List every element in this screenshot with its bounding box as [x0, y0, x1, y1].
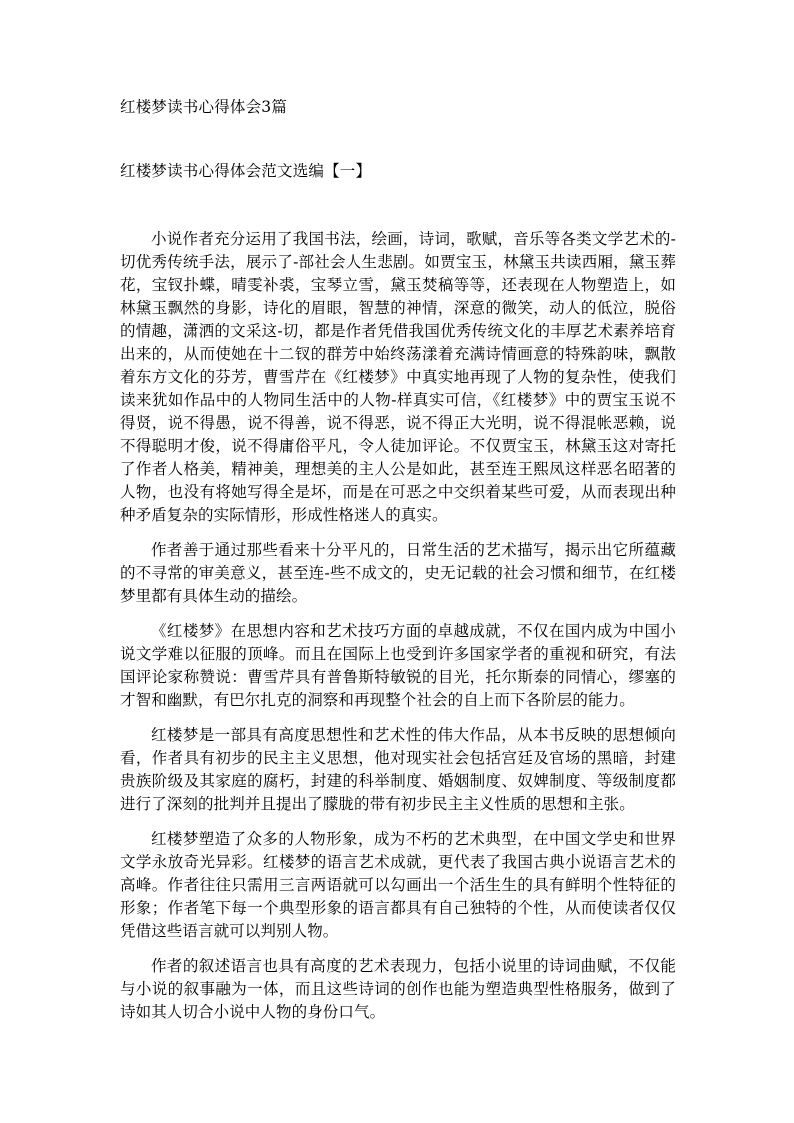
document-title: 红楼梦读书心得体会3篇	[120, 98, 288, 116]
section-title: 红楼梦读书心得体会范文选编【一】	[120, 162, 372, 180]
document-body	[120, 228, 676, 1036]
paragraph: 作者的叙述语言也具有高度的艺术表现力，包括小说里的诗词曲赋，不仅能与小说的叙事融为一体，而且这些诗词的创作也能为塑造典型性格服务，做到了诗如其人切合小说中人物的身份口气。	[120, 957, 676, 1021]
paragraph: 作者善于通过那些看来十分平凡的，日常生活的艺术描写，揭示出它所蕴藏的不寻常的审美意义，甚至连-些不成文的，史无记载的社会习惯和细节，在红楼梦里都有具体生动的描绘。	[120, 541, 676, 605]
paragraph: 《红楼梦》在思想内容和艺术技巧方面的卓越成就，不仅在国内成为中国小说文学难以征服的顶峰。而且在国际上也受到许多国家学者的重视和研究，有法国评论家称赞说：曹雪芹具有普鲁斯特敏锐的目光，托尔斯泰的同情心，缪塞的才智和幽默，有巴尔扎克的洞察和再现整个社会的自上而下各阶层的能力。	[120, 622, 676, 709]
paragraph: 小说作者充分运用了我国书法，绘画，诗词，歌赋，音乐等各类文学艺术的-切优秀传统手法，展示了-部社会人生悲剧。如贾宝玉，林黛玉共读西厢，黛玉葬花，宝钗扑蝶，晴雯补裘，宝琴立雪，黛玉焚稿等等，还表现在人物塑造上，如林黛玉飘然的身影，诗化的眉眼，智慧的神情，深意的微笑，动人的低泣，脱俗的情趣，潇洒的文采这-切，都是作者凭借我国优秀传统文化的丰厚艺术素养培育出来的，从而使她在十二钗的群芳中始终荡漾着充满诗情画意的特殊韵味，飘散着东方文化的芬芳，曹雪芹在《红楼梦》中真实地再现了人物的复杂性，使我们读来犹如作品中的人物同生活中的人物-样真实可信，《红楼梦》中的贾宝玉说不得贤，说不得愚，说不得善，说不得恶，说不得正大光明，说不得混帐恶赖，说不得聪明才俊，说不得庸俗平凡，令人徒加评论。不仅贾宝玉，林黛玉这对寄托了作者人格美，精神美，理想美的主人公是如此，甚至连王熙凤这样恶名昭著的人物，也没有将她写得全是坏，而是在可恶之中交织着某些可爱，从而表现出种种矛盾复杂的实际情形，形成性格迷人的真实。	[120, 230, 676, 524]
paragraph: 红楼梦塑造了众多的人物形象，成为不朽的艺术典型，在中国文学史和世界文学永放奇光异彩。红楼梦的语言艺术成就，更代表了我国古典小说语言艺术的高峰。作者往往只需用三言两语就可以勾画出一个活生生的具有鲜明个性特征的形象；作者笔下每一个典型形象的语言都具有自己独特的个性，从而使读者仅仅凭借这些语言就可以判别人物。	[120, 830, 676, 940]
paragraph: 红楼梦是一部具有高度思想性和艺术性的伟大作品，从本书反映的思想倾向看，作者具有初步的民主主义思想，他对现实社会包括宫廷及官场的黑暗，封建贵族阶级及其家庭的腐朽，封建的科举制度、婚姻制度、奴婢制度、等级制度都进行了深刻的批判并且提出了朦胧的带有初步民主主义性质的思想和主张。	[120, 726, 676, 813]
